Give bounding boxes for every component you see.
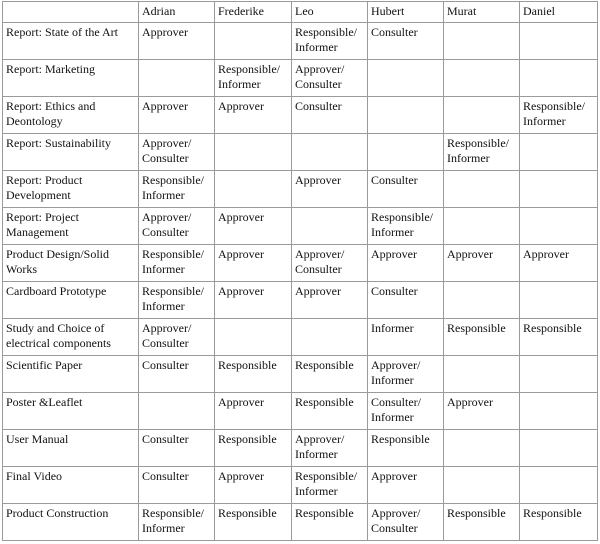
role-cell-adrian: Approver/ Consulter	[139, 319, 215, 356]
task-name-cell: Scientific Paper	[3, 356, 139, 393]
role-cell-hubert: Approver	[368, 245, 444, 282]
table-row	[3, 467, 598, 504]
role-cell-hubert: Responsible/ Informer	[368, 208, 444, 245]
role-cell-hubert: Consulter	[368, 171, 444, 208]
role-cell-murat: Responsible	[444, 319, 520, 356]
column-header-hubert: Hubert	[368, 2, 444, 23]
table-row	[3, 23, 598, 60]
column-header-murat: Murat	[444, 2, 520, 23]
role-cell-frederike: Approver	[215, 97, 292, 134]
role-cell-hubert: Approver/ Informer	[368, 356, 444, 393]
role-cell-daniel	[520, 23, 598, 60]
role-cell-hubert: Responsible	[368, 430, 444, 467]
role-cell-murat	[444, 356, 520, 393]
role-cell-adrian	[139, 60, 215, 97]
role-cell-daniel: Approver	[520, 245, 598, 282]
task-name-cell: Product Construction	[3, 504, 139, 541]
role-cell-adrian: Approver/ Consulter	[139, 208, 215, 245]
column-header-adrian: Adrian	[139, 2, 215, 23]
task-name-cell: Report: Project Management	[3, 208, 139, 245]
task-name-cell: Product Design/Solid Works	[3, 245, 139, 282]
task-name-cell: Poster &Leaflet	[3, 393, 139, 430]
role-cell-adrian: Approver	[139, 23, 215, 60]
role-cell-frederike: Responsible/ Informer	[215, 60, 292, 97]
corner-cell	[3, 2, 139, 23]
table-row	[3, 319, 598, 356]
role-cell-murat	[444, 171, 520, 208]
role-cell-murat: Approver	[444, 245, 520, 282]
role-cell-leo: Approver/ Consulter	[292, 245, 368, 282]
role-cell-adrian: Consulter	[139, 467, 215, 504]
role-cell-frederike	[215, 134, 292, 171]
role-cell-frederike: Approver	[215, 282, 292, 319]
table-row	[3, 60, 598, 97]
role-cell-frederike	[215, 171, 292, 208]
table-row	[3, 282, 598, 319]
table-row	[3, 356, 598, 393]
role-cell-adrian: Consulter	[139, 356, 215, 393]
column-header-leo: Leo	[292, 2, 368, 23]
table-row	[3, 208, 598, 245]
role-cell-daniel	[520, 171, 598, 208]
role-cell-adrian: Responsible/ Informer	[139, 171, 215, 208]
role-cell-hubert: Consulter/ Informer	[368, 393, 444, 430]
role-cell-daniel	[520, 393, 598, 430]
table-row	[3, 134, 598, 171]
table-row	[3, 430, 598, 467]
task-name-cell: Report: Ethics and Deontology	[3, 97, 139, 134]
role-cell-hubert: Consulter	[368, 23, 444, 60]
role-cell-frederike	[215, 23, 292, 60]
role-cell-frederike	[215, 319, 292, 356]
role-cell-leo: Responsible	[292, 356, 368, 393]
role-cell-adrian: Responsible/ Informer	[139, 282, 215, 319]
role-cell-hubert: Approver/ Consulter	[368, 504, 444, 541]
role-cell-frederike: Responsible	[215, 430, 292, 467]
task-name-cell: Report: Sustainability	[3, 134, 139, 171]
role-cell-murat: Approver	[444, 393, 520, 430]
role-cell-hubert	[368, 60, 444, 97]
task-name-cell: User Manual	[3, 430, 139, 467]
task-name-cell: Report: Product Development	[3, 171, 139, 208]
role-cell-adrian: Consulter	[139, 430, 215, 467]
role-cell-leo: Consulter	[292, 97, 368, 134]
task-name-cell: Final Video	[3, 467, 139, 504]
role-cell-hubert: Approver	[368, 467, 444, 504]
role-cell-daniel: Responsible	[520, 504, 598, 541]
column-header-daniel: Daniel	[520, 2, 598, 23]
task-name-cell: Report: Marketing	[3, 60, 139, 97]
role-cell-leo	[292, 134, 368, 171]
role-cell-frederike: Responsible	[215, 356, 292, 393]
table-row	[3, 504, 598, 541]
role-cell-hubert: Consulter	[368, 282, 444, 319]
role-cell-murat	[444, 467, 520, 504]
raci-matrix-table	[2, 1, 598, 541]
role-cell-adrian: Approver/ Consulter	[139, 134, 215, 171]
role-cell-leo: Responsible/ Informer	[292, 467, 368, 504]
role-cell-leo: Responsible/ Informer	[292, 23, 368, 60]
role-cell-daniel: Responsible	[520, 319, 598, 356]
role-cell-daniel	[520, 467, 598, 504]
role-cell-murat: Responsible/ Informer	[444, 134, 520, 171]
role-cell-murat	[444, 97, 520, 134]
role-cell-leo: Responsible	[292, 393, 368, 430]
role-cell-daniel	[520, 356, 598, 393]
role-cell-leo	[292, 319, 368, 356]
role-cell-frederike: Approver	[215, 208, 292, 245]
role-cell-leo: Approver	[292, 282, 368, 319]
table-row	[3, 245, 598, 282]
role-cell-leo: Responsible	[292, 504, 368, 541]
table-body	[3, 23, 598, 541]
role-cell-murat	[444, 60, 520, 97]
role-cell-adrian: Approver	[139, 97, 215, 134]
table-row	[3, 171, 598, 208]
task-name-cell: Cardboard Prototype	[3, 282, 139, 319]
table-row	[3, 393, 598, 430]
role-cell-daniel	[520, 208, 598, 245]
task-name-cell: Study and Choice of electrical components	[3, 319, 139, 356]
role-cell-adrian: Responsible/ Informer	[139, 245, 215, 282]
role-cell-adrian	[139, 393, 215, 430]
role-cell-daniel	[520, 60, 598, 97]
role-cell-murat: Responsible	[444, 504, 520, 541]
role-cell-leo	[292, 208, 368, 245]
role-cell-murat	[444, 430, 520, 467]
role-cell-murat	[444, 23, 520, 60]
header-row	[3, 2, 598, 23]
role-cell-hubert: Informer	[368, 319, 444, 356]
role-cell-leo: Approver/ Informer	[292, 430, 368, 467]
role-cell-hubert	[368, 134, 444, 171]
role-cell-murat	[444, 282, 520, 319]
role-cell-frederike: Responsible	[215, 504, 292, 541]
task-name-cell: Report: State of the Art	[3, 23, 139, 60]
role-cell-daniel	[520, 430, 598, 467]
role-cell-daniel	[520, 134, 598, 171]
role-cell-leo: Approver	[292, 171, 368, 208]
role-cell-adrian: Responsible/ Informer	[139, 504, 215, 541]
role-cell-murat	[444, 208, 520, 245]
role-cell-daniel	[520, 282, 598, 319]
role-cell-frederike: Approver	[215, 467, 292, 504]
role-cell-frederike: Approver	[215, 393, 292, 430]
role-cell-leo: Approver/ Consulter	[292, 60, 368, 97]
role-cell-daniel: Responsible/ Informer	[520, 97, 598, 134]
role-cell-hubert	[368, 97, 444, 134]
role-cell-frederike: Approver	[215, 245, 292, 282]
table-row	[3, 97, 598, 134]
column-header-frederike: Frederike	[215, 2, 292, 23]
